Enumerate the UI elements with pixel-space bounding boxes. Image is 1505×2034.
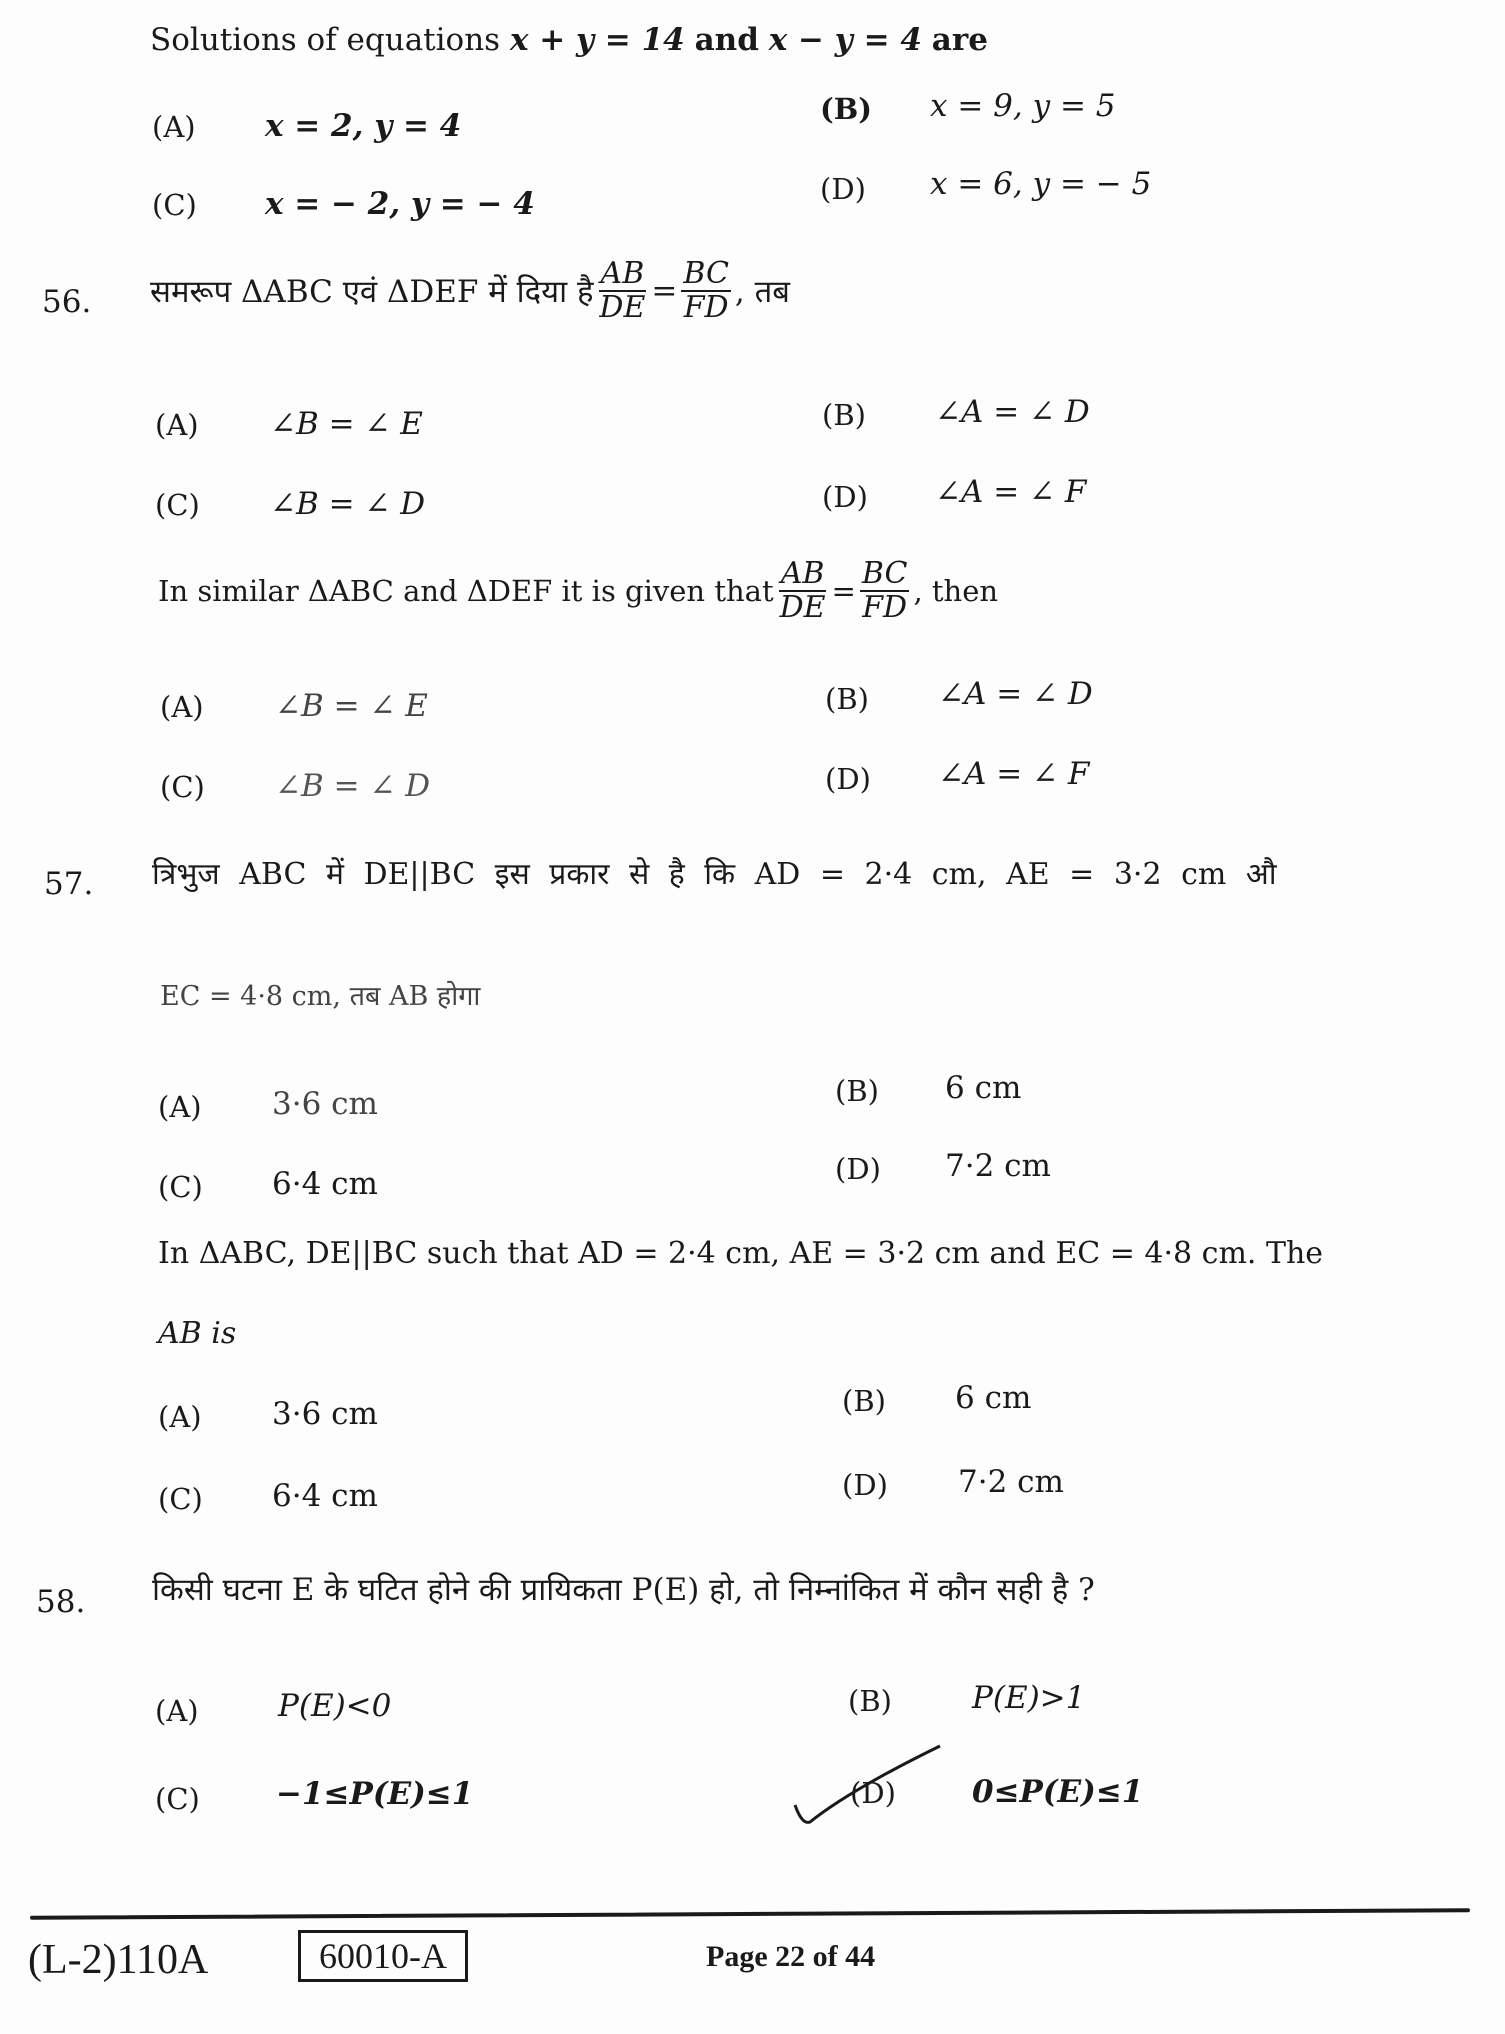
q55-stem-text: Solutions of equations <box>150 22 501 58</box>
fraction-ab-de <box>597 258 647 323</box>
q56-hi-option-c-label: (C) <box>155 488 200 522</box>
q56-en-option-d-value: ∠A = ∠ F <box>938 756 1090 792</box>
q55-eq1: x + y = 14 <box>509 22 685 58</box>
q56-en-option-d-label: (D) <box>825 762 871 796</box>
q57-en-option-a-label: (A) <box>158 1400 202 1434</box>
q56-hi-option-b-label: (B) <box>822 398 866 432</box>
q58-option-d-value: 0≤P(E)≤1 <box>972 1774 1144 1810</box>
q57-en-option-c-label: (C) <box>158 1482 203 1516</box>
q56-en-option-c-value: ∠B = ∠ D <box>275 768 431 804</box>
q56-stem-en-text: In similar ΔABC and ΔDEF it is given that <box>158 573 774 608</box>
q55-option-c-value: x = − 2, y = − 4 <box>265 186 535 222</box>
q55-eq2: x − y = 4 <box>768 22 922 58</box>
q55-option-d-value: x = 6, y = − 5 <box>930 166 1152 202</box>
q56-stem-hi-post: , तब <box>734 273 791 310</box>
q57-en-option-d-value: 7·2 cm <box>958 1464 1064 1500</box>
q56-en-option-a-value: ∠B = ∠ E <box>275 688 428 724</box>
q57-hi-option-c-label: (C) <box>158 1170 203 1204</box>
page-indicator: Page 22 of 44 <box>706 1940 876 1973</box>
q57-hi-option-c-value: 6·4 cm <box>272 1166 378 1202</box>
q56-stem-en: In similar ΔABC and ΔDEF it is given that $\frac{AB}{DE}$ = $\frac{BC}{FD}$ , then <box>158 556 999 625</box>
q57-hi-option-d-label: (D) <box>835 1152 881 1186</box>
q58-stem-hi: किसी घटना E के घटित होने की प्रायिकता P(E) हो, तो निम्नांकित में कौन सही है ? <box>152 1572 1095 1608</box>
q55-option-c-label: (C) <box>152 188 197 222</box>
footer-code-left: (L-2)110A <box>28 1937 209 1983</box>
q58-option-b-label: (B) <box>848 1684 892 1718</box>
q56-hi-option-b-value: ∠A = ∠ D <box>935 394 1090 430</box>
q57-hi-option-b-label: (B) <box>835 1074 879 1108</box>
q56-hi-option-a-value: ∠B = ∠ E <box>270 406 423 442</box>
q58-option-b-value: P(E)>1 <box>972 1680 1086 1716</box>
fraction-ab-de-en <box>778 558 828 623</box>
q57-en-option-d-label: (D) <box>842 1468 888 1502</box>
q56-stem-hi: समरूप ΔABC एवं ΔDEF में दिया है $\frac{AB}{DE}$ = $\frac{BC}{FD}$ , तब <box>150 256 791 325</box>
q57-hi-option-b-value: 6 cm <box>945 1070 1022 1106</box>
q57-stem-en-line1: In ΔABC, DE||BC such that AD = 2·4 cm, AE = 3·2 cm and EC = 4·8 cm. The <box>158 1236 1324 1271</box>
q56-stem-en-post: , then <box>913 573 999 608</box>
frac-num: BC <box>683 256 729 291</box>
frac-den: FD <box>683 289 729 325</box>
footer-rule <box>30 1908 1470 1920</box>
q55-stem <box>150 22 988 58</box>
q56-en-option-c-label: (C) <box>160 770 205 804</box>
q57-number: 57. <box>44 866 94 902</box>
q58-option-c-label: (C) <box>155 1782 200 1816</box>
footer-code-box: 60010-A <box>298 1930 468 1982</box>
q55-option-a-value: x = 2, y = 4 <box>265 108 462 144</box>
q58-option-a-value: P(E)<0 <box>278 1688 392 1724</box>
q56-stem-hi-text: समरूप ΔABC एवं ΔDEF में दिया है <box>150 273 594 310</box>
q58-option-c-value: −1≤P(E)≤1 <box>276 1776 474 1812</box>
q57-en-option-a-value: 3·6 cm <box>272 1396 378 1432</box>
q57-en-option-b-label: (B) <box>842 1384 886 1418</box>
frac-den: FD <box>862 589 908 625</box>
fraction-bc-fd <box>681 258 731 323</box>
q56-en-option-b-value: ∠A = ∠ D <box>938 676 1093 712</box>
q57-stem-en-line2: AB is <box>158 1316 237 1351</box>
q56-hi-option-a-label: (A) <box>155 408 199 442</box>
q57-en-option-c-value: 6·4 cm <box>272 1478 378 1514</box>
frac-num: AB <box>780 556 825 591</box>
q57-en-option-b-value: 6 cm <box>955 1380 1032 1416</box>
q55-option-b-value: x = 9, y = 5 <box>930 88 1116 124</box>
q58-option-a-label: (A) <box>155 1694 199 1728</box>
frac-den: DE <box>779 589 826 625</box>
q58-number: 58. <box>36 1584 86 1620</box>
checkmark-icon <box>790 1740 950 1840</box>
q56-hi-option-d-value: ∠A = ∠ F <box>935 474 1087 510</box>
q56-hi-option-c-value: ∠B = ∠ D <box>270 486 426 522</box>
fraction-bc-fd-en <box>860 558 910 623</box>
q57-hi-option-a-label: (A) <box>158 1090 202 1124</box>
q56-en-option-b-label: (B) <box>825 682 869 716</box>
q55-are: are <box>931 22 988 58</box>
q55-option-d-label: (D) <box>820 172 866 206</box>
frac-num: AB <box>600 256 645 291</box>
q55-option-a-label: (A) <box>152 110 196 144</box>
frac-num: BC <box>861 556 908 591</box>
q57-stem-hi-line1: त्रिभुज ABC में DE||BC इस प्रकार से है कि AD = 2·4 cm, AE = 3·2 cm औ <box>152 857 1277 892</box>
q56-en-option-a-label: (A) <box>160 690 204 724</box>
q56-number: 56. <box>42 284 92 320</box>
q55-and: and <box>694 22 759 58</box>
q57-hi-option-d-value: 7·2 cm <box>945 1148 1051 1184</box>
q55-option-b-label: (B) <box>820 92 872 126</box>
frac-den: DE <box>599 289 646 325</box>
q57-stem-hi-line2: EC = 4·8 cm, तब AB होगा <box>160 981 481 1012</box>
q58-option-d-label: (D) <box>850 1776 896 1810</box>
q56-hi-option-d-label: (D) <box>822 480 868 514</box>
q57-hi-option-a-value: 3·6 cm <box>272 1086 378 1122</box>
